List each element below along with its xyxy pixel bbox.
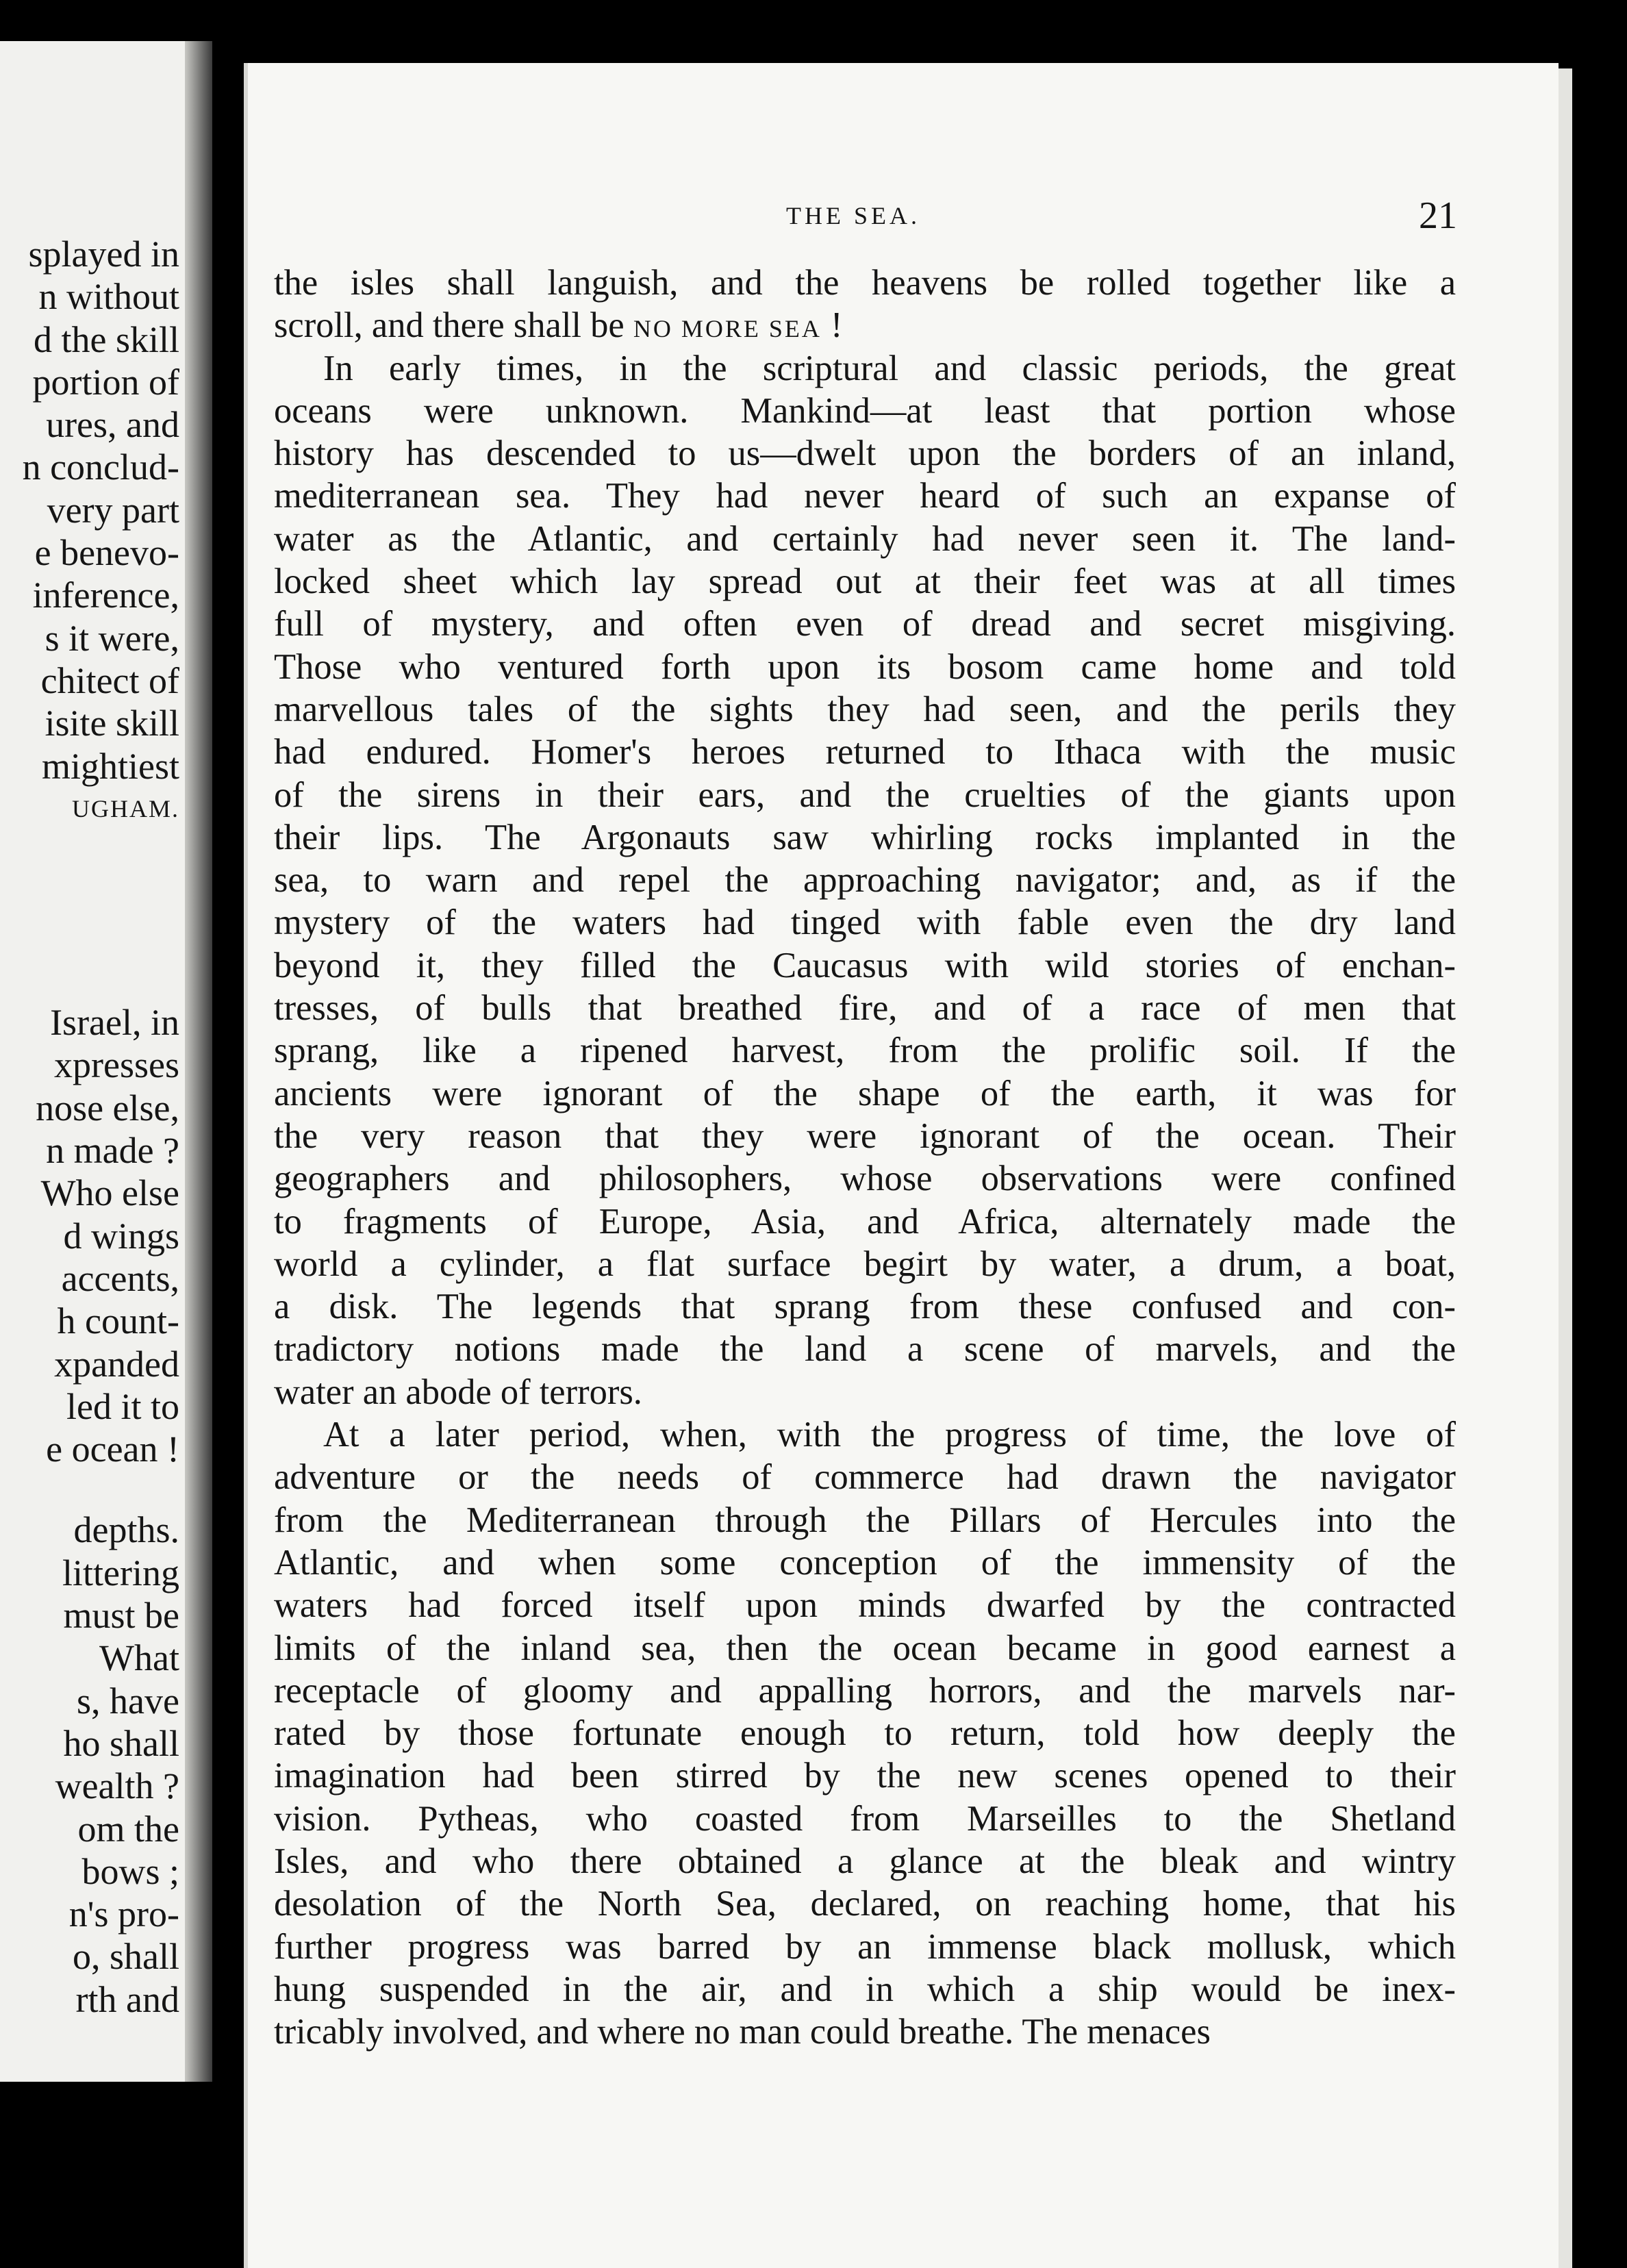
text-line: What <box>99 1637 179 1679</box>
attribution: UGHAM. <box>71 794 179 822</box>
text-line: history has descended to us—dwelt upon the borders of an inland, <box>274 433 1456 474</box>
text-line: At a later period, when, with the progress of time, the love of <box>323 1415 1456 1455</box>
text-line: locked sheet which lay spread out at their feet was at all times <box>274 562 1456 602</box>
text-line: Israel, in <box>50 1002 179 1044</box>
text-line: o, shall <box>73 1936 179 1978</box>
left-page-text <box>0 233 179 2021</box>
book-gutter <box>185 41 212 2082</box>
text-line: water an abode of terrors. <box>274 1372 642 1412</box>
text-run: scroll, and there shall be <box>274 305 633 346</box>
text-line: chitect of <box>40 659 179 701</box>
text-line: the isles shall languish, and the heavens be rolled together like a <box>274 263 1456 303</box>
text-line: Who else <box>40 1172 179 1214</box>
text-line: Atlantic, and when some conception of the immensity of the <box>274 1542 1456 1583</box>
text-line: wealth ? <box>55 1765 179 1807</box>
text-line: n without <box>38 276 179 318</box>
text-line: very part <box>47 489 179 531</box>
paragraph <box>274 1413 1456 2053</box>
text-line: om the <box>77 1808 179 1850</box>
text-line: tradictory notions made the land a scene of marvels, and the <box>274 1329 1456 1370</box>
text-line: limits of the inland sea, then the ocean became in good earnest a <box>274 1628 1456 1668</box>
text-line: nose else, <box>36 1087 179 1129</box>
text-line: n conclud- <box>22 446 179 488</box>
text-line: beyond it, they filled the Caucasus with wild stories of enchan- <box>274 945 1456 985</box>
text-line: led it to <box>66 1385 179 1427</box>
text-line: s, have <box>77 1680 179 1722</box>
text-line: imagination had been stirred by the new scenes opened to their <box>274 1756 1456 1796</box>
page-edge <box>1559 68 1572 2268</box>
text-line: oceans were unknown. Mankind—at least that portion whose <box>274 390 1456 431</box>
text-line: sprang, like a ripened harvest, from the prolific soil. If the <box>274 1031 1456 1071</box>
running-head <box>244 185 1559 247</box>
text-line: to fragments of Europe, Asia, and Africa, alternately made the <box>274 1201 1456 1242</box>
text-line: rated by those fortunate enough to return, told how deeply the <box>274 1713 1456 1754</box>
text-line: must be <box>63 1595 179 1637</box>
text-line: Isles, and who there obtained a glance at the bleak and wintry <box>274 1841 1456 1881</box>
text-line: ho shall <box>63 1722 179 1764</box>
text-line: water as the Atlantic, and certainly had never seen it. The land- <box>274 518 1456 559</box>
body-text <box>274 262 1456 2053</box>
text-line: bows ; <box>81 1850 179 1892</box>
text-line: mightiest <box>42 745 179 787</box>
text-line: further progress was barred by an immense black mollusk, which <box>274 1926 1456 1967</box>
small-caps-phrase: NO MORE SEA <box>633 315 822 343</box>
text-line: of the sirens in their ears, and the cruelties of the giants upon <box>274 774 1456 815</box>
text-line: sea, to warn and repel the approaching navigator; and, as if the <box>274 860 1456 900</box>
text-line: full of mystery, and often even of dread and secret misgiving. <box>274 604 1456 644</box>
text-line: geographers and philosophers, whose observations were confined <box>274 1159 1456 1199</box>
text-line: their lips. The Argonauts saw whirling rocks implanted in the <box>274 817 1456 857</box>
text-line: portion of <box>32 361 179 403</box>
text-line: accents, <box>61 1257 179 1299</box>
text-line: d wings <box>63 1215 179 1257</box>
text-line: xpresses <box>54 1044 179 1086</box>
text-line: mystery of the waters had tinged with fable even the dry land <box>274 903 1456 943</box>
text-line: mediterranean sea. They had never heard of such an expanse of <box>274 476 1456 516</box>
text-line: d the skill <box>34 318 179 360</box>
text-line: In early times, in the scriptural and classic periods, the great <box>323 348 1456 388</box>
text-line: vision. Pytheas, who coasted from Marseilles to the Shetland <box>274 1798 1456 1839</box>
page-number: 21 <box>1419 194 1457 237</box>
text-line: hung suspended in the air, and in which a ship would be inex- <box>274 1969 1456 2009</box>
text-line: ancients were ignorant of the shape of the earth, it was for <box>274 1073 1456 1113</box>
text-line: had endured. Homer's heroes returned to Ithaca with the music <box>274 732 1456 772</box>
text-line: inference, <box>32 575 179 616</box>
text-line: s it were, <box>45 617 179 659</box>
text-line: world a cylinder, a flat surface begirt by water, a drum, a boat, <box>274 1244 1456 1284</box>
running-title: THE SEA. <box>786 202 920 229</box>
text-line: a disk. The legends that sprang from these confused and con- <box>274 1287 1456 1327</box>
text-line: littering <box>62 1552 179 1593</box>
text-line: splayed in <box>28 234 179 275</box>
text-line: n's pro- <box>68 1893 179 1935</box>
text-line: e ocean ! <box>46 1428 179 1470</box>
text-line: isite skill <box>45 703 179 744</box>
text-line: marvellous tales of the sights they had seen, and the perils they <box>274 689 1456 729</box>
paragraph <box>274 347 1456 1413</box>
text-run: ! <box>821 305 843 346</box>
text-line: adventure or the needs of commerce had drawn the navigator <box>274 1457 1456 1498</box>
text-line: waters had forced itself upon minds dwarfed by the contracted <box>274 1585 1456 1626</box>
text-line: xpanded <box>54 1343 179 1385</box>
text-line: the very reason that they were ignorant of the ocean. Their <box>274 1116 1456 1156</box>
text-line: receptacle of gloomy and appalling horrors, and the marvels nar- <box>274 1670 1456 1711</box>
text-line: h count- <box>57 1300 179 1342</box>
text-line: tresses, of bulls that breathed fire, and of a race of men that <box>274 988 1456 1029</box>
text-line: e benevo- <box>34 532 179 574</box>
text-line <box>274 304 1456 346</box>
text-line: ures, and <box>46 404 179 446</box>
text-line: depths. <box>73 1509 179 1551</box>
right-page <box>244 63 1559 2268</box>
left-page <box>0 41 192 2082</box>
text-line: rth and <box>75 1978 179 2020</box>
text-line: tricably involved, and where no man could breathe. The menaces <box>274 2012 1211 2052</box>
text-line: Those who ventured forth upon its bosom came home and told <box>274 646 1456 687</box>
text-line: from the Mediterranean through the Pillars of Hercules into the <box>274 1500 1456 1540</box>
text-line: n made ? <box>46 1130 179 1172</box>
text-line: desolation of the North Sea, declared, on reaching home, that his <box>274 1884 1456 1924</box>
